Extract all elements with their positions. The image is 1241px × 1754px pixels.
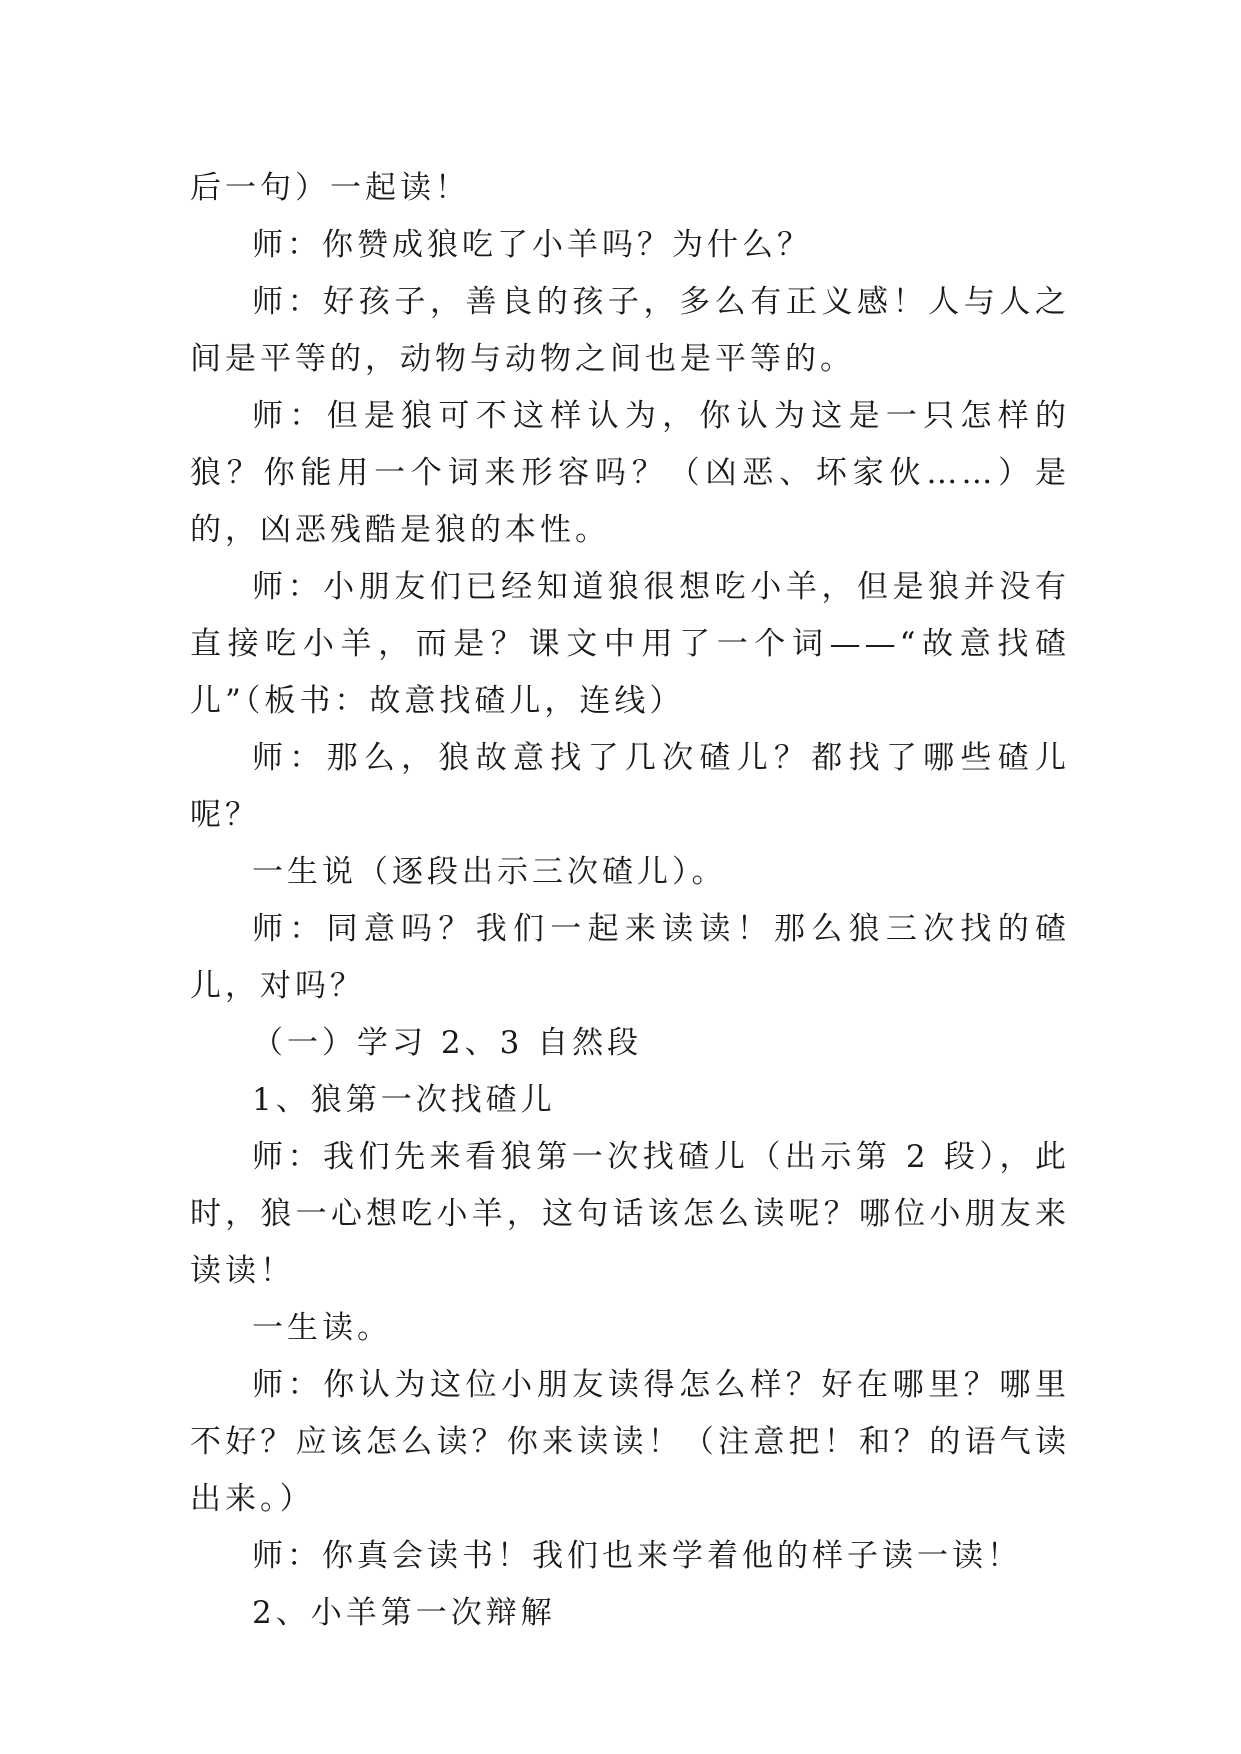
subsection-heading: 1、狼第一次找碴儿	[252, 1082, 556, 1118]
section-heading: （一）学习 2、3 自然段	[252, 1025, 643, 1061]
paragraph: 一生说（逐段出示三次碴儿）。	[252, 854, 727, 890]
paragraph: 师：那么，狼故意找了几次碴儿？都找了哪些碴儿呢？	[190, 740, 1070, 833]
paragraph: 师：我们先来看狼第一次找碴儿（出示第 2 段），此时，狼一心想吃小羊，这句话该怎么读呢？哪位小朋友来读读！	[190, 1139, 1070, 1289]
paragraph: 师：你赞成狼吃了小羊吗？为什么？	[252, 227, 812, 263]
paragraph: 师：你认为这位小朋友读得怎么样？好在哪里？哪里不好？应该怎么读？你来读读！（注意把！和？的语气读出来。）	[190, 1367, 1070, 1517]
paragraph: 师：好孩子，善良的孩子，多么有正义感！人与人之间是平等的，动物与动物之间也是平等的。	[190, 284, 1070, 377]
paragraph: 一生读。	[252, 1310, 392, 1346]
paragraph: 师：同意吗？我们一起来读读！那么狼三次找的碴儿，对吗？	[190, 911, 1070, 1004]
paragraph: 师：但是狼可不这样认为，你认为这是一只怎样的狼？你能用一个词来形容吗？（凶恶、坏家伙……）是的，凶恶残酷是狼的本性。	[190, 398, 1070, 548]
paragraph: 后一句）一起读！	[190, 170, 470, 206]
subsection-heading: 2、小羊第一次辩解	[252, 1595, 556, 1631]
paragraph: 师：你真会读书！我们也来学着他的样子读一读！	[252, 1538, 1022, 1574]
document-body	[190, 160, 1070, 1642]
paragraph: 师：小朋友们已经知道狼很想吃小羊，但是狼并没有直接吃小羊，而是？课文中用了一个词——“故意找碴儿”（板书：故意找碴儿，连线）	[190, 569, 1070, 719]
